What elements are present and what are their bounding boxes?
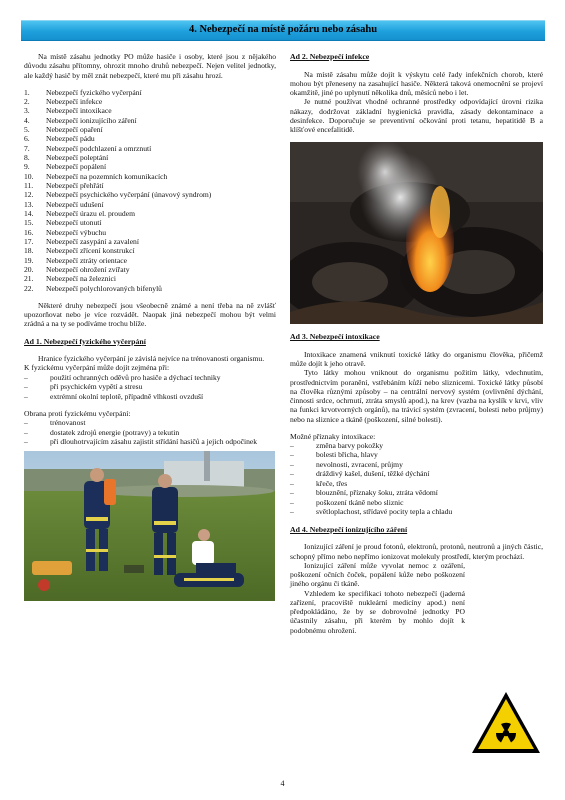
hazard-text: Nebezpečí udušení [46, 199, 104, 209]
dash-list-item [24, 392, 276, 401]
hazard-number: 14. [24, 209, 34, 219]
hazard-text: Nebezpečí polychlorovaných bifenylů [46, 283, 162, 293]
hazard-list-item [24, 256, 276, 265]
hazard-number: 22. [24, 283, 34, 293]
dash-text: dráždivý kašel, dušení, těžké dýchání [316, 469, 430, 479]
hazard-list-item [24, 134, 276, 143]
hazard-list-item [24, 106, 276, 115]
hazard-number: 3. [24, 106, 30, 116]
hazard-number: 2. [24, 97, 30, 107]
ad4-paragraph-3: Vzhledem ke specifikaci tohoto nebezpečí (jaderná zařízení, pracoviště nukleární medicíny apod.) není předpokládáno, že by se dobrovolné jednotky PO účastnily zásahu, při kterém by mohlo dojít k podobnému ohrožení. [290, 588, 465, 635]
dash-text: při dlouhotrvajícím zásahu zajistit střídání hasičů a jejich odpočinek [50, 437, 258, 447]
dash-bullet: – [290, 450, 294, 460]
ad1-defense-list [24, 418, 276, 446]
hazard-list-item [24, 181, 276, 190]
dash-list-item [290, 479, 543, 488]
dash-list-item [24, 428, 276, 437]
hazard-list-item [24, 190, 276, 199]
hazard-number: 21. [24, 274, 34, 284]
left-column [24, 52, 276, 601]
hazard-number: 15. [24, 218, 34, 228]
hazard-text: Nebezpečí pádu [46, 134, 95, 144]
hazard-list-item [24, 172, 276, 181]
dash-list-item [290, 488, 543, 497]
dash-list-item [290, 450, 543, 459]
dash-text: bolesti břicha, hlavy [316, 450, 378, 460]
dash-text: poškození tkáně nebo sliznic [316, 497, 404, 507]
hazard-text: Nebezpečí ionizujícího záření [46, 115, 137, 125]
dash-text: použití ochranných oděvů pro hasiče a dýchací techniky [50, 372, 221, 382]
hazard-list-item [24, 125, 276, 134]
hazard-number: 10. [24, 171, 34, 181]
ad1-heading: Ad 1. Nebezpečí fyzického vyčerpání [24, 336, 146, 346]
hazard-text: Nebezpečí zřícení konstrukcí [46, 246, 135, 256]
dash-bullet: – [290, 469, 294, 479]
dash-bullet: – [24, 372, 28, 382]
chapter-title: 4. Nebezpečí na místě požáru nebo zásahu [188, 24, 378, 36]
dash-bullet: – [290, 488, 294, 498]
dash-list-item [24, 382, 276, 391]
hazard-list-item [24, 162, 276, 171]
radiation-warning-icon [470, 690, 542, 756]
hazard-number: 20. [24, 264, 34, 274]
symptom-list [290, 441, 543, 517]
dash-text: křeče, třes [316, 478, 348, 488]
hazard-text: Nebezpečí poleptání [46, 153, 109, 163]
dash-list-item [24, 437, 276, 446]
after-list-paragraph: Některé druhy nebezpečí jsou všeobecně známé a není třeba na ně zvlášť upozorňovat nebo je více rozvádět. Naopak jiná nebezpečí mohou být velmi zrádná a na ty se podíváme trochu blíže. [24, 300, 276, 329]
dash-text: extrémní okolní teplotě, případně vlhkosti ovzduší [50, 391, 204, 401]
hazard-text: Nebezpečí úrazu el. proudem [46, 209, 135, 219]
hazard-number: 12. [24, 190, 34, 200]
hazard-text: Nebezpečí fyzického vyčerpání [46, 87, 142, 97]
hazard-number: 18. [24, 246, 34, 256]
hazard-text: Nebezpečí opaření [46, 125, 103, 135]
hazard-list [24, 88, 276, 293]
hazard-number: 9. [24, 162, 30, 172]
dash-bullet: – [24, 437, 28, 447]
dash-list-item [290, 460, 543, 469]
dash-text: nevolnosti, zvracení, průjmy [316, 459, 403, 469]
dash-text: trénovanost [50, 418, 86, 428]
ad4-paragraph-1: Ionizující záření je proud fotonů, elektronů, protonů, neutronů a jiných částic, schopný přímo nebo nepřímo ionizovat molekuly prostředí, kterým prochází. [290, 542, 543, 561]
dash-bullet: – [290, 441, 294, 450]
hazard-text: Nebezpečí na pozemních komunikacích [46, 171, 168, 181]
hazard-list-item [24, 265, 276, 274]
dash-text: světloplachost, střídavé pocity tepla a chladu [316, 507, 453, 517]
hazard-number: 1. [24, 87, 30, 97]
chapter-header [21, 20, 545, 41]
dash-bullet: – [290, 459, 294, 469]
hazard-number: 4. [24, 115, 30, 125]
dash-list-item [290, 441, 543, 450]
ad4-heading: Ad 4. Nebezpečí ionizujícího záření [290, 524, 408, 534]
ad2-paragraph-2: Je nutné používat vhodné ochranné prostředky odpovídající úrovni rizika nákazy, dodržovat základní hygienická pravidla, zásady dekontaminace a desinfekce. Doporučuje se preventivní očkování proti tetanu, hepatitidě B a klíšťové encefalitidě. [290, 97, 543, 134]
dash-bullet: – [24, 427, 28, 437]
hazard-text: Nebezpečí podchlazení a omrznutí [46, 143, 152, 153]
hazard-text: Nebezpečí zasypání a zavalení [46, 237, 139, 246]
dash-text: dostatek zdrojů energie (potravy) a tekutin [50, 427, 180, 437]
ad1-paragraph-2: K fyzickému vyčerpání může dojít zejména při: [24, 363, 170, 373]
ad4-paragraph-2: Ionizující záření může vyvolat nemoc z ozáření, poškození očních čoček, popálení kůže nebo poškození jiného orgánu či tkáně. [290, 560, 465, 589]
ad1-paragraph-1: Hranice fyzického vyčerpání je závislá nejvíce na trénovanosti organismu. [38, 354, 265, 364]
hazard-list-item [24, 228, 276, 237]
dash-list-item [24, 418, 276, 427]
dash-text: při psychickém vypětí a stresu [50, 382, 143, 392]
intro-paragraph: Na místě zásahu jednotky PO může hasiče i osoby, které jsou z nějakého důvodu zásahu přítomny, ohrozit mnoho druhů nebezpečí. Nejen velitel jednotky, ale každý hasič by měl znát nebezpečí, které mu při zásahu hrozí. [24, 52, 276, 80]
ad1-paragraph-3: Obrana proti fyzickému vyčerpání: [24, 409, 131, 419]
hazard-number: 11. [24, 181, 34, 191]
dash-bullet: – [290, 478, 294, 488]
hazard-list-item [24, 274, 276, 283]
hazard-text: Nebezpečí infekce [46, 97, 103, 107]
hazard-list-item [24, 144, 276, 153]
hazard-text: Nebezpečí na železnici [46, 274, 116, 284]
firefighters-photo [24, 451, 275, 601]
ad1-causes-list [24, 373, 276, 401]
hazard-list-item [24, 237, 276, 246]
hazard-number: 16. [24, 227, 34, 237]
page-number: 4 [280, 779, 285, 788]
ad2-heading: Ad 2. Nebezpečí infekce [290, 52, 370, 61]
hazard-list-item [24, 246, 276, 255]
hazard-list-item [24, 153, 276, 162]
hazard-text: Nebezpečí ztráty orientace [46, 255, 127, 265]
hazard-text: Nebezpečí výbuchu [46, 227, 107, 237]
hazard-list-item [24, 200, 276, 209]
ad3-heading: Ad 3. Nebezpečí intoxikace [290, 332, 380, 342]
hazard-number: 7. [24, 143, 30, 153]
hazard-text: Nebezpečí ohrožení zvířaty [46, 264, 130, 274]
ad3-paragraph-1: Intoxikace znamená vniknutí toxické látky do organismu člověka, přičemž může dojít k jeho otravě. [290, 349, 543, 368]
hazard-list-item [24, 116, 276, 125]
dash-bullet: – [24, 418, 28, 428]
hazard-number: 19. [24, 255, 34, 265]
hazard-text: Nebezpečí psychického vyčerpání (únavový syndrom) [46, 190, 212, 200]
ad3-paragraph-3: Možné příznaky intoxikace: [290, 431, 376, 441]
dash-list-item [290, 507, 543, 516]
dash-list-item [24, 373, 276, 382]
hazard-number: 17. [24, 237, 34, 246]
hazard-list-item [24, 88, 276, 97]
ad2-paragraph-1: Na místě zásahu může dojít k výskytu celé řady infekčních chorob, které mohou být přeneseny na zasahující hasiče. Některá taková onemocnění se projeví okamžitě, jiné po uplynutí několika dnů, měsíců nebo i let. [290, 69, 543, 97]
hazard-number: 5. [24, 125, 30, 135]
hazard-number: 8. [24, 153, 30, 163]
dash-bullet: – [290, 507, 294, 517]
hazard-text: Nebezpečí intoxikace [46, 106, 112, 116]
hazard-list-item [24, 97, 276, 106]
ad3-paragraph-2: Tyto látky mohou vniknout do organismu požitím látky, vdechnutím, prostřednictvím poranění, vstřebáním kůží nebo sliznicemi. Toxické látky působí na člověka různými způsoby – na centrální nervový systém (ovlivnění dýchání, činnosti srdce, ochrnutí, ztráta smyslů apod.), na krev (vazba na kyslík v krvi, vliv na funkci krvotvorných orgánů), na trávicí systém (zvracení, bolesti nebo průjmy) nebo na sliznice a tkáně (poškození, silné bolesti). [290, 368, 543, 424]
dash-text: změna barvy pokožky [316, 441, 384, 450]
hazard-text: Nebezpečí popálení [46, 162, 107, 172]
right-column [290, 52, 543, 635]
hazard-list-item [24, 284, 276, 293]
tire-fire-photo [290, 142, 543, 324]
dash-text: blouznění, příznaky šoku, ztráta vědomí [316, 488, 438, 498]
hazard-list-item [24, 218, 276, 227]
dash-bullet: – [24, 391, 28, 401]
hazard-text: Nebezpečí přehřátí [46, 181, 104, 191]
hazard-number: 6. [24, 134, 30, 144]
hazard-number: 13. [24, 199, 34, 209]
dash-list-item [290, 469, 543, 478]
dash-bullet: – [24, 382, 28, 392]
hazard-text: Nebezpečí utonutí [46, 218, 102, 228]
dash-list-item [290, 498, 543, 507]
hazard-list-item [24, 209, 276, 218]
dash-bullet: – [290, 497, 294, 507]
